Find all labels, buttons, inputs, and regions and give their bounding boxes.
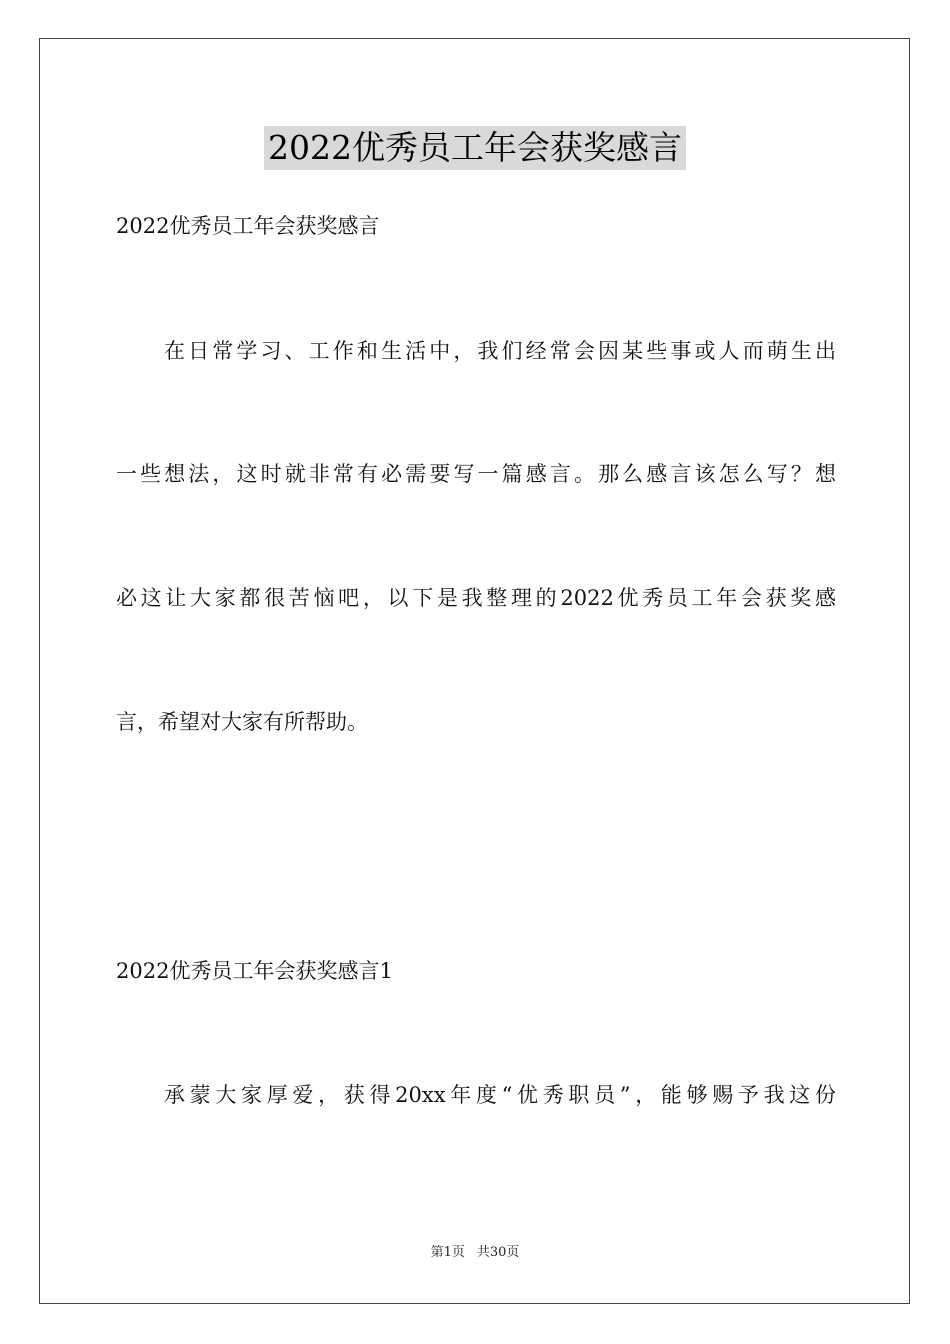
page-total: 共30页 xyxy=(476,1245,520,1260)
intro-line-3: 必这让大家都很苦恼吧，以下是我整理的2022优秀员工年会获奖感 xyxy=(116,586,836,610)
section-1-line-1: 承蒙大家厚爱，获得20xx年度“优秀职员”，能够赐予我这份 xyxy=(164,1083,836,1107)
document-title: 2022优秀员工年会获奖感言 xyxy=(264,126,686,170)
intro-line-1: 在日常学习、工作和生活中，我们经常会因某些事或人而萌生出 xyxy=(164,339,836,363)
page-number: 第1页 xyxy=(430,1245,465,1260)
page-footer xyxy=(0,1244,950,1262)
section-1-heading: 2022优秀员工年会获奖感言1 xyxy=(116,959,393,983)
intro-line-4: 言，希望对大家有所帮助。 xyxy=(116,710,368,734)
document-subtitle: 2022优秀员工年会获奖感言 xyxy=(116,214,380,238)
title-container xyxy=(0,126,950,170)
intro-line-2: 一些想法，这时就非常有必需要写一篇感言。那么感言该怎么写？想 xyxy=(116,462,836,486)
